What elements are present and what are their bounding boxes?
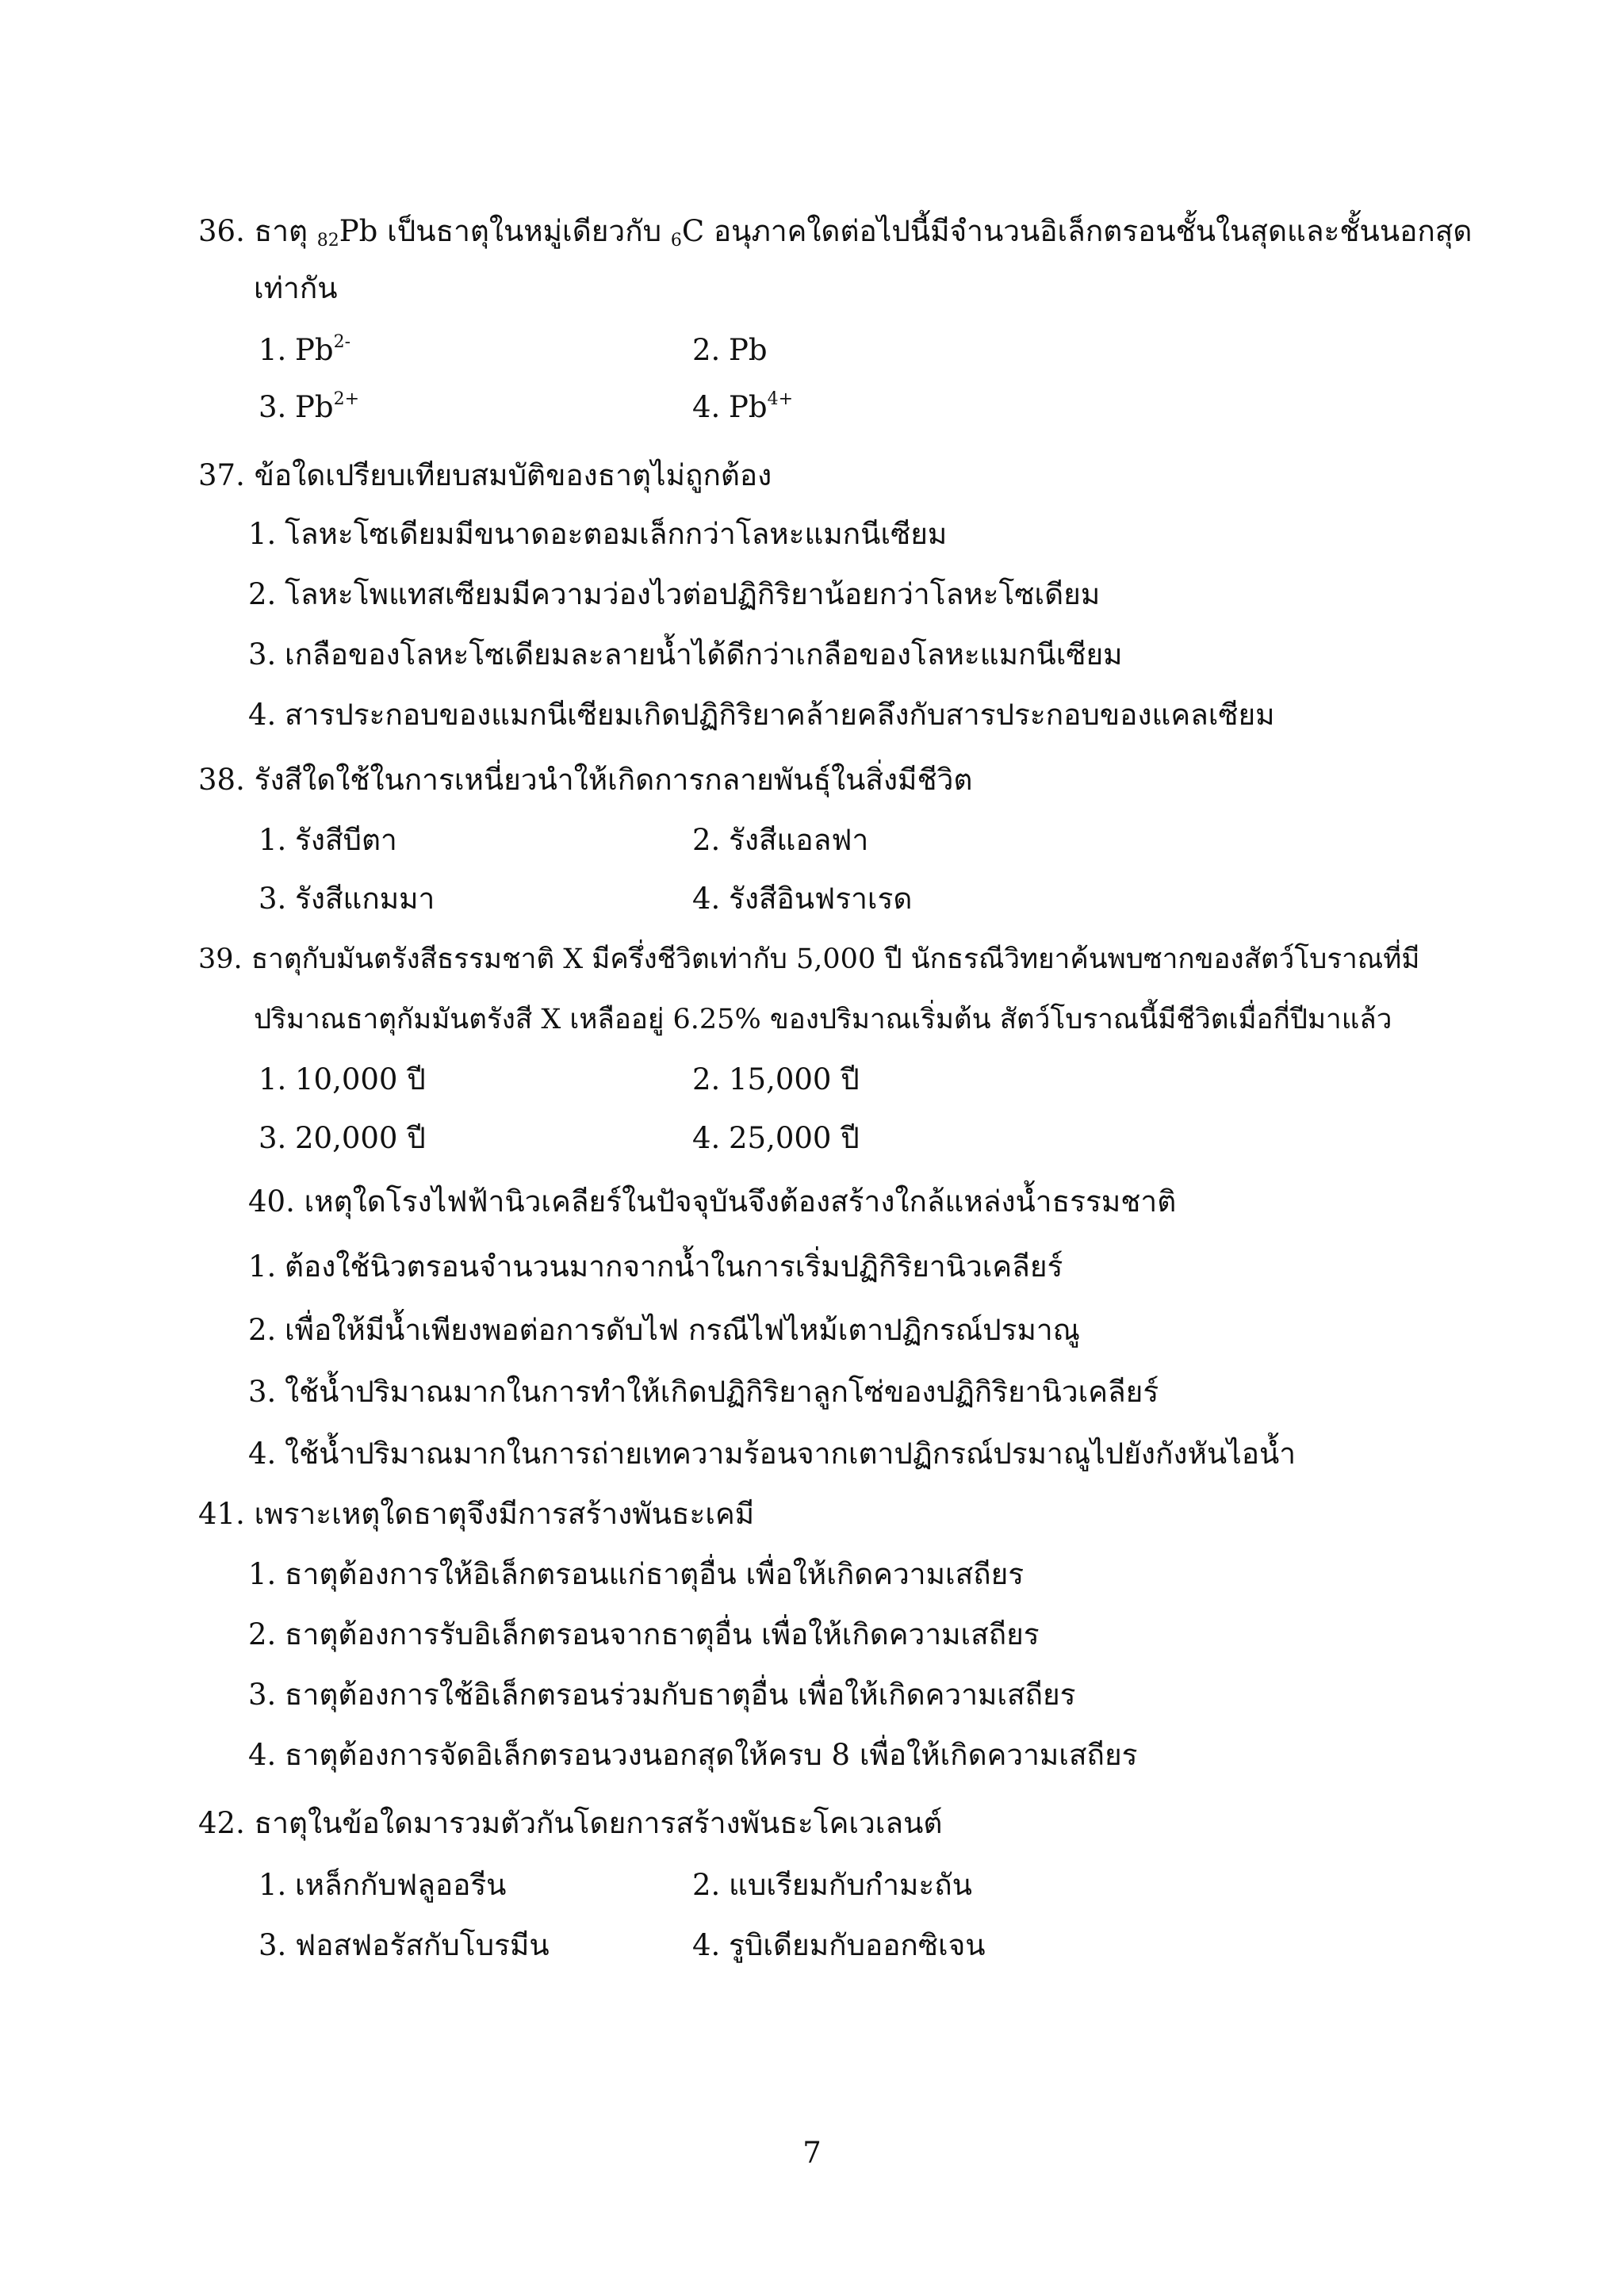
- question-42-option-3: [259, 1927, 550, 1965]
- question-37-option-4: [248, 696, 1275, 734]
- question-37-text: ข้อใดเปรียบเทียบสมบัติของธาตุไม่ถูกต้อง: [254, 458, 772, 492]
- option-number: 2.: [248, 577, 277, 611]
- question-39-option-1: [259, 1061, 426, 1099]
- option-text: ธาตุต้องการให้อิเล็กตรอนแก่ธาตุอื่น เพื่อให้เกิดความเสถียร: [285, 1557, 1025, 1591]
- option-text: ใช้น้ำปริมาณมากในการทำให้เกิดปฏิกิริยาลูกโซ่ของปฏิกิริยานิวเคลียร์: [285, 1375, 1159, 1409]
- question-40-text: เหตุใดโรงไฟฟ้านิวเคลียร์ในปัจจุบันจึงต้องสร้างใกล้แหล่งน้ำธรรมชาติ: [304, 1184, 1177, 1219]
- option-text: ธาตุต้องการใช้อิเล็กตรอนร่วมกับธาตุอื่น เพื่อให้เกิดความเสถียร: [285, 1678, 1076, 1712]
- option-number: 3.: [259, 882, 287, 916]
- question-38-option-3: [259, 880, 435, 918]
- question-40-option-3: [248, 1373, 1159, 1411]
- question-36-option-4: [692, 388, 793, 427]
- option-number: 2.: [692, 1062, 721, 1096]
- question-36-c-atomic-number: 6: [670, 231, 682, 251]
- option-text: 25,000 ปี: [729, 1121, 860, 1155]
- question-36-pb-atomic-number: 82: [316, 231, 339, 251]
- question-36-text-b: Pb เป็นธาตุในหมู่เดียวกับ: [339, 214, 662, 248]
- option-charge: 2+: [333, 389, 360, 409]
- option-number: 3.: [259, 390, 287, 424]
- option-number: 2.: [692, 333, 721, 367]
- question-37-option-3: [248, 636, 1123, 674]
- option-number: 1.: [259, 823, 287, 857]
- question-38-option-1: [259, 821, 397, 859]
- option-number: 2.: [692, 823, 721, 857]
- question-42-option-4: [692, 1927, 986, 1965]
- option-text: รังสีอินฟราเรด: [729, 882, 913, 916]
- option-number: 3.: [259, 1121, 287, 1155]
- question-40-option-1: [248, 1248, 1063, 1286]
- option-number: 2.: [248, 1617, 277, 1651]
- question-38-line1: [198, 761, 972, 799]
- question-39-option-3: [259, 1119, 426, 1158]
- question-41-text: เพราะเหตุใดธาตุจึงมีการสร้างพันธะเคมี: [254, 1497, 755, 1531]
- question-36-text-a: ธาตุ: [254, 214, 308, 248]
- question-36-line1: [198, 212, 1472, 251]
- option-symbol: Pb: [729, 390, 768, 424]
- question-42-option-2: [692, 1866, 972, 1904]
- option-text: ฟอสฟอรัสกับโบรมีน: [295, 1928, 550, 1962]
- question-38-number: 38.: [198, 763, 245, 797]
- option-charge: 4+: [767, 389, 794, 409]
- page-number: 7: [802, 2136, 822, 2170]
- option-text: ธาตุต้องการจัดอิเล็กตรอนวงนอกสุดให้ครบ 8 เพื่อให้เกิดความเสถียร: [285, 1738, 1138, 1772]
- option-text: โลหะโซเดียมมีขนาดอะตอมเล็กกว่าโลหะแมกนีเซียม: [285, 517, 948, 551]
- option-number: 4.: [248, 698, 277, 732]
- option-number: 4.: [692, 1121, 721, 1155]
- option-text: โลหะโพแทสเซียมมีความว่องไวต่อปฏิกิริยาน้อยกว่าโลหะโซเดียม: [285, 577, 1101, 611]
- option-text: ธาตุต้องการรับอิเล็กตรอนจากธาตุอื่น เพื่อให้เกิดความเสถียร: [285, 1617, 1040, 1651]
- question-41-option-4: [248, 1736, 1138, 1774]
- option-text: ต้องใช้นิวตรอนจำนวนมากจากน้ำในการเริ่มปฏิกิริยานิวเคลียร์: [285, 1249, 1063, 1284]
- question-42-line1: [198, 1804, 942, 1843]
- question-41-option-3: [248, 1676, 1076, 1714]
- option-text: รังสีแกมมา: [295, 882, 435, 916]
- question-39-text-line1: ธาตุกับมันตรังสีธรรมชาติ X มีครึ่งชีวิตเท่ากับ 5,000 ปี นักธรณีวิทยาค้นพบซากของสัตว์โบราณที่มี: [251, 943, 1420, 975]
- question-42-number: 42.: [198, 1806, 245, 1840]
- option-number: 4.: [692, 882, 721, 916]
- question-40-line1: [248, 1183, 1176, 1221]
- question-39-option-4: [692, 1119, 860, 1158]
- question-37-line1: [198, 457, 772, 495]
- option-number: 4.: [692, 390, 721, 424]
- option-text: รูบิเดียมกับออกซิเจน: [729, 1928, 986, 1962]
- option-number: 1.: [259, 1062, 287, 1096]
- option-number: 1.: [248, 517, 277, 551]
- option-text: 20,000 ปี: [295, 1121, 426, 1155]
- option-number: 1.: [248, 1249, 277, 1284]
- question-36-line2: เท่ากัน: [254, 271, 338, 305]
- question-36-option-3: [259, 388, 359, 427]
- question-41-line1: [198, 1495, 754, 1533]
- question-41-option-1: [248, 1556, 1024, 1594]
- question-39-line1: [198, 940, 1419, 978]
- question-42-option-1: [259, 1866, 506, 1904]
- question-38-text: รังสีใดใช้ในการเหนี่ยวนำให้เกิดการกลายพันธุ์ในสิ่งมีชีวิต: [254, 763, 973, 797]
- option-number: 2.: [692, 1868, 721, 1902]
- option-number: 3.: [248, 1375, 277, 1409]
- option-text: เกลือของโลหะโซเดียมละลายน้ำได้ดีกว่าเกลือของโลหะแมกนีเซียม: [285, 637, 1123, 672]
- question-39-number: 39.: [198, 943, 243, 975]
- option-symbol: Pb: [295, 333, 334, 367]
- question-40-option-2: [248, 1311, 1080, 1349]
- question-40-option-4: [248, 1435, 1296, 1473]
- question-39-option-2: [692, 1061, 860, 1099]
- option-number: 3.: [248, 1678, 277, 1712]
- option-text: 15,000 ปี: [729, 1062, 860, 1096]
- option-number: 4.: [248, 1738, 277, 1772]
- question-36-number: 36.: [198, 214, 245, 248]
- question-36-option-1: [259, 331, 350, 369]
- option-text: ใช้น้ำปริมาณมากในการถ่ายเทความร้อนจากเตาปฏิกรณ์ปรมาณูไปยังกังหันไอน้ำ: [285, 1437, 1297, 1471]
- question-38-option-4: [692, 880, 912, 918]
- option-text: แบเรียมกับกำมะถัน: [729, 1868, 972, 1902]
- option-number: 1.: [259, 1868, 287, 1902]
- option-text: 10,000 ปี: [295, 1062, 426, 1096]
- option-text: เหล็กกับฟลูออรีน: [295, 1868, 507, 1902]
- question-38-option-2: [692, 821, 868, 859]
- option-number: 3.: [259, 1928, 287, 1962]
- option-symbol: Pb: [729, 333, 768, 367]
- question-41-number: 41.: [198, 1497, 245, 1531]
- question-39-line2: ปริมาณธาตุกัมมันตรังสี X เหลืออยู่ 6.25% ของปริมาณเริ่มต้น สัตว์โบราณนี้มีชีวิตเมื่อกี่ปีมาแล้ว: [254, 1004, 1392, 1035]
- option-number: 1.: [248, 1557, 277, 1591]
- option-text: เพื่อให้มีน้ำเพียงพอต่อการดับไฟ กรณีไฟไหม้เตาปฏิกรณ์ปรมาณู: [285, 1313, 1080, 1347]
- question-42-text: ธาตุในข้อใดมารวมตัวกันโดยการสร้างพันธะโคเวเลนต์: [254, 1806, 943, 1840]
- option-number: 4.: [692, 1928, 721, 1962]
- option-text: รังสีแอลฟา: [729, 823, 869, 857]
- question-37-number: 37.: [198, 458, 245, 492]
- option-text: สารประกอบของแมกนีเซียมเกิดปฏิกิริยาคล้ายคลึงกับสารประกอบของแคลเซียม: [285, 698, 1275, 732]
- question-37-option-2: [248, 576, 1100, 614]
- question-41-option-2: [248, 1616, 1040, 1654]
- question-40-number: 40.: [248, 1184, 295, 1219]
- option-text: รังสีบีตา: [295, 823, 397, 857]
- option-number: 3.: [248, 637, 277, 672]
- question-36-option-2: [692, 331, 768, 369]
- question-36-text-c: C อนุภาคใดต่อไปนี้มีจำนวนอิเล็กตรอนชั้นในสุดและชั้นนอกสุด: [681, 214, 1473, 248]
- option-number: 2.: [248, 1313, 277, 1347]
- question-37-option-1: [248, 515, 947, 553]
- option-charge: 2-: [333, 332, 351, 352]
- option-number: 4.: [248, 1437, 277, 1471]
- option-number: 1.: [259, 333, 287, 367]
- option-symbol: Pb: [295, 390, 334, 424]
